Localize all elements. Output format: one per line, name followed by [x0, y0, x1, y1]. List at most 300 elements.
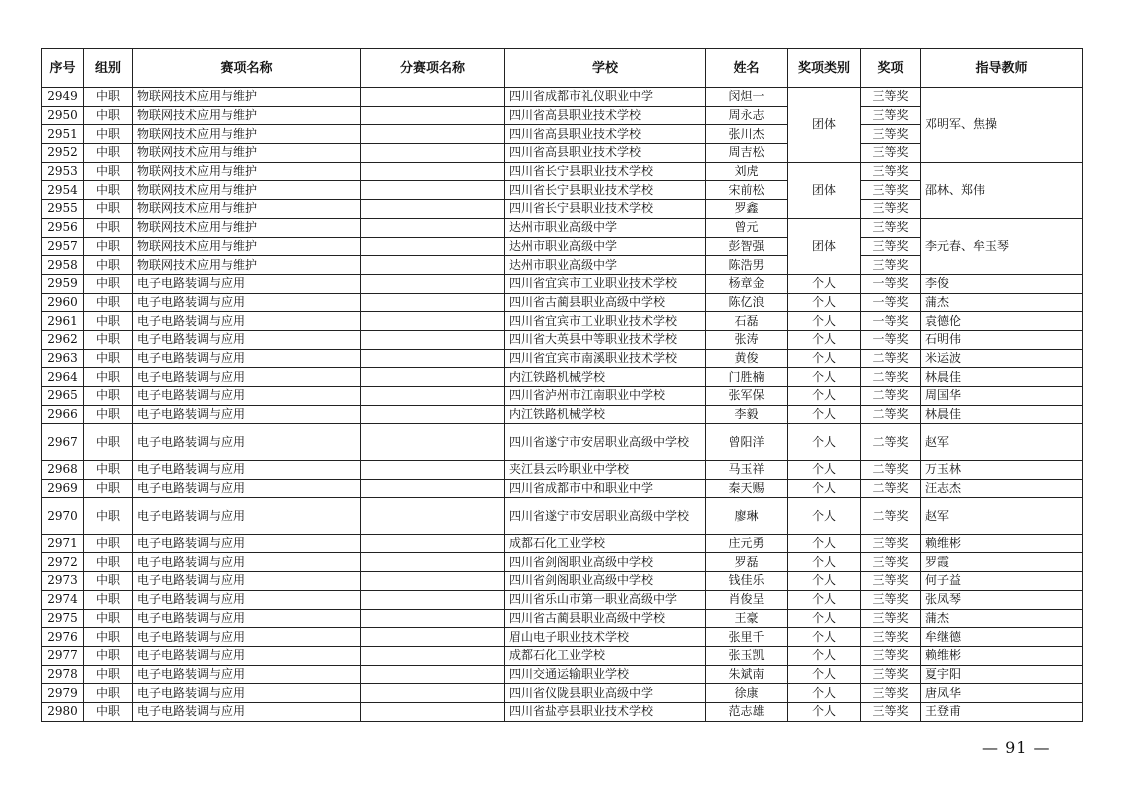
cell-event: 物联网技术应用与维护	[133, 106, 361, 125]
table-row	[42, 274, 1083, 293]
cell-school: 眉山电子职业技术学校	[505, 628, 706, 647]
cell-award: 二等奖	[861, 349, 921, 368]
cell-award-type: 个人	[788, 702, 861, 721]
cell-group: 中职	[84, 424, 133, 461]
cell-name: 彭智强	[706, 237, 788, 256]
cell-event: 电子电路装调与应用	[133, 405, 361, 424]
cell-award-type: 个人	[788, 312, 861, 331]
cell-seq: 2980	[42, 702, 84, 721]
cell-name: 黄俊	[706, 349, 788, 368]
cell-seq: 2962	[42, 330, 84, 349]
cell-sub-event	[361, 162, 505, 181]
header-sub-event: 分赛项名称	[361, 49, 505, 88]
cell-group: 中职	[84, 200, 133, 219]
cell-school: 达州市职业高级中学	[505, 256, 706, 275]
cell-event: 电子电路装调与应用	[133, 665, 361, 684]
cell-group: 中职	[84, 460, 133, 479]
cell-award-type: 个人	[788, 553, 861, 572]
cell-name: 闵炟一	[706, 88, 788, 107]
cell-seq: 2977	[42, 646, 84, 665]
cell-school: 四川省大英县中等职业技术学校	[505, 330, 706, 349]
cell-teacher: 周国华	[921, 387, 1083, 406]
cell-group: 中职	[84, 646, 133, 665]
cell-name: 廖琳	[706, 498, 788, 535]
cell-award: 三等奖	[861, 218, 921, 237]
cell-sub-event	[361, 424, 505, 461]
cell-group: 中职	[84, 572, 133, 591]
cell-school: 四川省盐亭县职业技术学校	[505, 702, 706, 721]
cell-teacher: 张凤琴	[921, 590, 1083, 609]
table-row	[42, 479, 1083, 498]
cell-award-type: 团体	[788, 162, 861, 218]
cell-group: 中职	[84, 609, 133, 628]
cell-name: 朱斌南	[706, 665, 788, 684]
cell-sub-event	[361, 387, 505, 406]
cell-event: 电子电路装调与应用	[133, 479, 361, 498]
cell-seq: 2960	[42, 293, 84, 312]
cell-seq: 2952	[42, 144, 84, 163]
cell-seq: 2970	[42, 498, 84, 535]
table-row	[42, 498, 1083, 535]
header-seq: 序号	[42, 49, 84, 88]
cell-event: 电子电路装调与应用	[133, 312, 361, 331]
cell-seq: 2951	[42, 125, 84, 144]
cell-seq: 2949	[42, 88, 84, 107]
cell-school: 四川省泸州市江南职业中学校	[505, 387, 706, 406]
cell-teacher: 林晨佳	[921, 405, 1083, 424]
cell-group: 中职	[84, 330, 133, 349]
cell-event: 物联网技术应用与维护	[133, 218, 361, 237]
cell-award-type: 个人	[788, 572, 861, 591]
cell-school: 四川省乐山市第一职业高级中学	[505, 590, 706, 609]
cell-name: 庄元勇	[706, 534, 788, 553]
cell-event: 物联网技术应用与维护	[133, 88, 361, 107]
cell-award-type: 个人	[788, 684, 861, 703]
cell-event: 物联网技术应用与维护	[133, 125, 361, 144]
cell-group: 中职	[84, 684, 133, 703]
cell-event: 物联网技术应用与维护	[133, 181, 361, 200]
cell-award: 一等奖	[861, 312, 921, 331]
cell-award: 三等奖	[861, 181, 921, 200]
cell-award-type: 个人	[788, 534, 861, 553]
cell-teacher: 邓明军、焦操	[921, 88, 1083, 163]
cell-group: 中职	[84, 387, 133, 406]
cell-teacher: 赵军	[921, 498, 1083, 535]
cell-school: 四川省高县职业技术学校	[505, 125, 706, 144]
cell-award-type: 团体	[788, 218, 861, 274]
cell-seq: 2976	[42, 628, 84, 647]
cell-sub-event	[361, 684, 505, 703]
cell-seq: 2972	[42, 553, 84, 572]
cell-school: 四川省成都市中和职业中学	[505, 479, 706, 498]
cell-sub-event	[361, 256, 505, 275]
table-header	[42, 49, 1083, 88]
cell-school: 四川省成都市礼仪职业中学	[505, 88, 706, 107]
cell-seq: 2965	[42, 387, 84, 406]
cell-award: 三等奖	[861, 534, 921, 553]
cell-group: 中职	[84, 256, 133, 275]
cell-award: 三等奖	[861, 256, 921, 275]
cell-seq: 2966	[42, 405, 84, 424]
cell-award: 二等奖	[861, 368, 921, 387]
table-row	[42, 590, 1083, 609]
table-row	[42, 349, 1083, 368]
cell-award: 三等奖	[861, 665, 921, 684]
cell-event: 物联网技术应用与维护	[133, 144, 361, 163]
cell-name: 张川杰	[706, 125, 788, 144]
cell-award: 三等奖	[861, 106, 921, 125]
cell-seq: 2971	[42, 534, 84, 553]
table-row	[42, 293, 1083, 312]
cell-award: 一等奖	[861, 330, 921, 349]
cell-award: 三等奖	[861, 590, 921, 609]
cell-award: 三等奖	[861, 200, 921, 219]
cell-event: 电子电路装调与应用	[133, 534, 361, 553]
cell-school: 四川省长宁县职业技术学校	[505, 181, 706, 200]
table-row	[42, 88, 1083, 107]
cell-sub-event	[361, 181, 505, 200]
cell-award-type: 个人	[788, 665, 861, 684]
cell-award: 三等奖	[861, 144, 921, 163]
cell-seq: 2950	[42, 106, 84, 125]
cell-award-type: 个人	[788, 609, 861, 628]
cell-sub-event	[361, 405, 505, 424]
cell-award: 三等奖	[861, 553, 921, 572]
cell-award: 三等奖	[861, 162, 921, 181]
cell-award: 二等奖	[861, 387, 921, 406]
cell-group: 中职	[84, 312, 133, 331]
cell-seq: 2956	[42, 218, 84, 237]
cell-award-type: 个人	[788, 460, 861, 479]
cell-sub-event	[361, 702, 505, 721]
cell-seq: 2978	[42, 665, 84, 684]
cell-school: 内江铁路机械学校	[505, 405, 706, 424]
table-row	[42, 330, 1083, 349]
cell-name: 曾阳洋	[706, 424, 788, 461]
table-row	[42, 665, 1083, 684]
cell-school: 四川省仪陇县职业高级中学	[505, 684, 706, 703]
cell-school: 达州市职业高级中学	[505, 237, 706, 256]
cell-event: 电子电路装调与应用	[133, 460, 361, 479]
cell-award: 三等奖	[861, 628, 921, 647]
cell-event: 电子电路装调与应用	[133, 572, 361, 591]
table-row	[42, 368, 1083, 387]
cell-seq: 2969	[42, 479, 84, 498]
cell-group: 中职	[84, 144, 133, 163]
cell-event: 电子电路装调与应用	[133, 293, 361, 312]
cell-teacher: 赖维彬	[921, 534, 1083, 553]
cell-school: 夹江县云吟职业中学校	[505, 460, 706, 479]
cell-teacher: 唐凤华	[921, 684, 1083, 703]
cell-teacher: 何子益	[921, 572, 1083, 591]
cell-sub-event	[361, 498, 505, 535]
cell-group: 中职	[84, 162, 133, 181]
cell-seq: 2959	[42, 274, 84, 293]
cell-award: 一等奖	[861, 293, 921, 312]
cell-award: 三等奖	[861, 572, 921, 591]
cell-seq: 2979	[42, 684, 84, 703]
cell-seq: 2957	[42, 237, 84, 256]
cell-sub-event	[361, 572, 505, 591]
cell-award-type: 个人	[788, 498, 861, 535]
table-row	[42, 218, 1083, 237]
cell-sub-event	[361, 293, 505, 312]
cell-award-type: 个人	[788, 293, 861, 312]
cell-sub-event	[361, 609, 505, 628]
cell-name: 刘虎	[706, 162, 788, 181]
cell-sub-event	[361, 590, 505, 609]
cell-group: 中职	[84, 702, 133, 721]
cell-group: 中职	[84, 274, 133, 293]
cell-teacher: 王登甫	[921, 702, 1083, 721]
cell-teacher: 罗霞	[921, 553, 1083, 572]
cell-name: 钱佳乐	[706, 572, 788, 591]
cell-school: 四川省高县职业技术学校	[505, 144, 706, 163]
cell-sub-event	[361, 368, 505, 387]
cell-teacher: 蒲杰	[921, 609, 1083, 628]
cell-award: 三等奖	[861, 237, 921, 256]
cell-school: 四川省剑阁职业高级中学校	[505, 553, 706, 572]
awards-table	[41, 48, 1083, 722]
cell-award: 二等奖	[861, 498, 921, 535]
table-row	[42, 405, 1083, 424]
cell-award: 二等奖	[861, 460, 921, 479]
cell-name: 周永志	[706, 106, 788, 125]
cell-name: 范志雄	[706, 702, 788, 721]
cell-sub-event	[361, 665, 505, 684]
cell-seq: 2975	[42, 609, 84, 628]
header-teacher: 指导教师	[921, 49, 1083, 88]
cell-event: 电子电路装调与应用	[133, 684, 361, 703]
cell-event: 电子电路装调与应用	[133, 590, 361, 609]
cell-school: 四川省高县职业技术学校	[505, 106, 706, 125]
cell-sub-event	[361, 460, 505, 479]
cell-name: 张玉凯	[706, 646, 788, 665]
cell-award-type: 个人	[788, 479, 861, 498]
cell-teacher: 夏宇阳	[921, 665, 1083, 684]
cell-teacher: 汪志杰	[921, 479, 1083, 498]
cell-sub-event	[361, 106, 505, 125]
cell-name: 张里千	[706, 628, 788, 647]
cell-award-type: 个人	[788, 590, 861, 609]
cell-teacher: 李俊	[921, 274, 1083, 293]
page-number: — 91 —	[982, 738, 1051, 757]
cell-event: 电子电路装调与应用	[133, 498, 361, 535]
cell-award-type: 个人	[788, 274, 861, 293]
cell-teacher: 石明伟	[921, 330, 1083, 349]
cell-award-type: 个人	[788, 330, 861, 349]
cell-sub-event	[361, 312, 505, 331]
header-school: 学校	[505, 49, 706, 88]
cell-school: 达州市职业高级中学	[505, 218, 706, 237]
cell-sub-event	[361, 646, 505, 665]
cell-group: 中职	[84, 218, 133, 237]
cell-name: 门胜楠	[706, 368, 788, 387]
cell-group: 中职	[84, 498, 133, 535]
cell-school: 成都石化工业学校	[505, 534, 706, 553]
cell-event: 电子电路装调与应用	[133, 387, 361, 406]
cell-sub-event	[361, 200, 505, 219]
table-row	[42, 702, 1083, 721]
cell-teacher: 李元春、牟玉琴	[921, 218, 1083, 274]
cell-event: 物联网技术应用与维护	[133, 256, 361, 275]
cell-award-type: 个人	[788, 368, 861, 387]
cell-sub-event	[361, 88, 505, 107]
cell-group: 中职	[84, 534, 133, 553]
cell-sub-event	[361, 237, 505, 256]
cell-group: 中职	[84, 590, 133, 609]
cell-group: 中职	[84, 405, 133, 424]
cell-award: 二等奖	[861, 424, 921, 461]
cell-teacher: 蒲杰	[921, 293, 1083, 312]
cell-seq: 2973	[42, 572, 84, 591]
cell-group: 中职	[84, 125, 133, 144]
cell-group: 中职	[84, 665, 133, 684]
cell-school: 四川省古蔺县职业高级中学校	[505, 609, 706, 628]
cell-event: 电子电路装调与应用	[133, 628, 361, 647]
cell-event: 电子电路装调与应用	[133, 646, 361, 665]
cell-name: 罗鑫	[706, 200, 788, 219]
cell-award: 二等奖	[861, 405, 921, 424]
cell-name: 张军保	[706, 387, 788, 406]
cell-school: 成都石化工业学校	[505, 646, 706, 665]
cell-teacher: 牟继德	[921, 628, 1083, 647]
cell-seq: 2955	[42, 200, 84, 219]
cell-name: 曾元	[706, 218, 788, 237]
table-row	[42, 534, 1083, 553]
cell-seq: 2954	[42, 181, 84, 200]
cell-event: 电子电路装调与应用	[133, 553, 361, 572]
cell-teacher: 袁德伦	[921, 312, 1083, 331]
cell-school: 四川省遂宁市安居职业高级中学校	[505, 498, 706, 535]
table-row	[42, 387, 1083, 406]
cell-name: 陈亿浪	[706, 293, 788, 312]
cell-award: 二等奖	[861, 479, 921, 498]
table-row	[42, 684, 1083, 703]
cell-seq: 2974	[42, 590, 84, 609]
cell-seq: 2958	[42, 256, 84, 275]
cell-event: 电子电路装调与应用	[133, 424, 361, 461]
cell-award-type: 个人	[788, 387, 861, 406]
cell-name: 杨章金	[706, 274, 788, 293]
cell-seq: 2953	[42, 162, 84, 181]
cell-name: 李毅	[706, 405, 788, 424]
table-row	[42, 646, 1083, 665]
cell-school: 四川省长宁县职业技术学校	[505, 162, 706, 181]
cell-award-type: 团体	[788, 88, 861, 163]
table-row	[42, 553, 1083, 572]
cell-event: 电子电路装调与应用	[133, 274, 361, 293]
cell-group: 中职	[84, 293, 133, 312]
cell-name: 石磊	[706, 312, 788, 331]
cell-teacher: 邵林、郑伟	[921, 162, 1083, 218]
cell-name: 宋前松	[706, 181, 788, 200]
cell-school: 四川省剑阁职业高级中学校	[505, 572, 706, 591]
cell-event: 电子电路装调与应用	[133, 609, 361, 628]
cell-sub-event	[361, 628, 505, 647]
header-award: 奖项	[861, 49, 921, 88]
cell-award-type: 个人	[788, 424, 861, 461]
cell-name: 马玉祥	[706, 460, 788, 479]
cell-sub-event	[361, 534, 505, 553]
cell-name: 王豪	[706, 609, 788, 628]
table-row	[42, 628, 1083, 647]
cell-sub-event	[361, 274, 505, 293]
cell-sub-event	[361, 125, 505, 144]
cell-name: 罗磊	[706, 553, 788, 572]
cell-school: 四川省宜宾市工业职业技术学校	[505, 312, 706, 331]
cell-event: 电子电路装调与应用	[133, 349, 361, 368]
cell-group: 中职	[84, 553, 133, 572]
cell-teacher: 赵军	[921, 424, 1083, 461]
cell-group: 中职	[84, 181, 133, 200]
cell-event: 电子电路装调与应用	[133, 702, 361, 721]
cell-group: 中职	[84, 349, 133, 368]
cell-sub-event	[361, 479, 505, 498]
cell-event: 电子电路装调与应用	[133, 368, 361, 387]
table-row	[42, 609, 1083, 628]
cell-award-type: 个人	[788, 349, 861, 368]
cell-event: 物联网技术应用与维护	[133, 200, 361, 219]
cell-seq: 2968	[42, 460, 84, 479]
cell-award: 一等奖	[861, 274, 921, 293]
cell-school: 四川省宜宾市工业职业技术学校	[505, 274, 706, 293]
cell-sub-event	[361, 330, 505, 349]
cell-school: 四川省宜宾市南溪职业技术学校	[505, 349, 706, 368]
cell-award-type: 个人	[788, 405, 861, 424]
cell-teacher: 赖维彬	[921, 646, 1083, 665]
cell-sub-event	[361, 144, 505, 163]
cell-sub-event	[361, 349, 505, 368]
cell-group: 中职	[84, 88, 133, 107]
cell-event: 物联网技术应用与维护	[133, 237, 361, 256]
cell-group: 中职	[84, 106, 133, 125]
table-row	[42, 572, 1083, 591]
cell-seq: 2967	[42, 424, 84, 461]
cell-group: 中职	[84, 237, 133, 256]
cell-award: 三等奖	[861, 646, 921, 665]
table-body	[42, 88, 1083, 722]
cell-teacher: 米运波	[921, 349, 1083, 368]
cell-seq: 2963	[42, 349, 84, 368]
cell-group: 中职	[84, 628, 133, 647]
cell-award-type: 个人	[788, 646, 861, 665]
cell-seq: 2961	[42, 312, 84, 331]
cell-name: 秦天赐	[706, 479, 788, 498]
cell-school: 内江铁路机械学校	[505, 368, 706, 387]
header-event: 赛项名称	[133, 49, 361, 88]
cell-name: 张涛	[706, 330, 788, 349]
cell-group: 中职	[84, 479, 133, 498]
cell-teacher: 林晨佳	[921, 368, 1083, 387]
cell-award: 三等奖	[861, 609, 921, 628]
cell-school: 四川省古蔺县职业高级中学校	[505, 293, 706, 312]
table-row	[42, 460, 1083, 479]
cell-event: 电子电路装调与应用	[133, 330, 361, 349]
header-award-type: 奖项类别	[788, 49, 861, 88]
header-name: 姓名	[706, 49, 788, 88]
cell-award: 三等奖	[861, 684, 921, 703]
cell-teacher: 万玉林	[921, 460, 1083, 479]
cell-name: 周吉松	[706, 144, 788, 163]
cell-school: 四川省长宁县职业技术学校	[505, 200, 706, 219]
cell-name: 陈浩男	[706, 256, 788, 275]
cell-school: 四川省遂宁市安居职业高级中学校	[505, 424, 706, 461]
cell-sub-event	[361, 553, 505, 572]
cell-sub-event	[361, 218, 505, 237]
cell-name: 肖俊呈	[706, 590, 788, 609]
cell-group: 中职	[84, 368, 133, 387]
